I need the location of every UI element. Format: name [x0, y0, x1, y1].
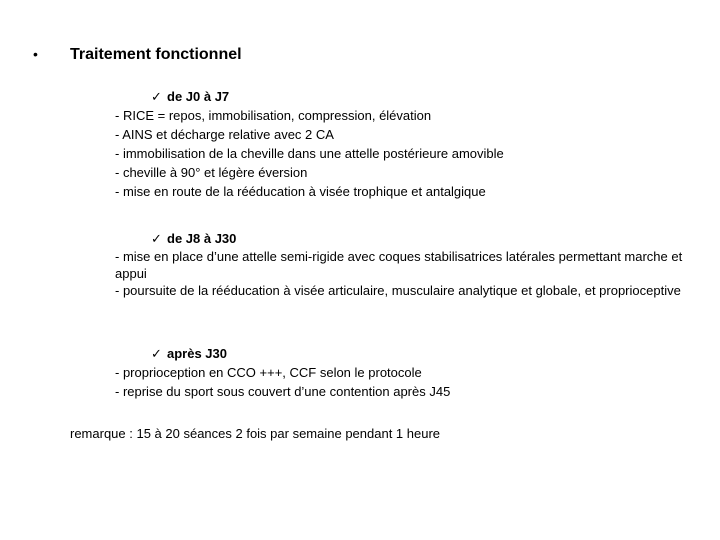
bullet-point: • [33, 46, 38, 62]
check-icon: ✓ [151, 231, 162, 246]
section-heading [151, 229, 695, 248]
section-apres-j30 [115, 344, 695, 401]
list-item: - cheville à 90° et légère éversion [115, 165, 308, 180]
list-item: - AINS et décharge relative avec 2 CA [115, 127, 334, 142]
section-heading-label: après J30 [167, 346, 227, 361]
section-heading-label: de J8 à J30 [167, 231, 237, 246]
check-icon: ✓ [151, 89, 162, 104]
list-item: - reprise du sport sous couvert d’une contention après J45 [115, 384, 451, 399]
list-item: - poursuite de la rééducation à visée articulaire, musculaire analytique et globale, et proprioceptive [115, 283, 681, 298]
remark-text: remarque : 15 à 20 séances 2 fois par semaine pendant 1 heure [70, 426, 441, 441]
section-j8-j30 [115, 229, 695, 299]
section-heading [151, 344, 695, 363]
list-item: - mise en place d’une attelle semi-rigide avec coques stabilisatrices latérales permettant marche et appui [115, 249, 683, 281]
section-j0-j7 [115, 87, 695, 201]
list-item: - proprioception en CCO +++, CCF selon le protocole [115, 365, 422, 380]
section-heading [151, 87, 695, 106]
slide-title: Traitement fonctionnel [70, 46, 242, 63]
check-icon: ✓ [151, 346, 162, 361]
list-item: - mise en route de la rééducation à visée trophique et antalgique [115, 184, 486, 199]
section-heading-label: de J0 à J7 [167, 89, 230, 104]
list-item: - RICE = repos, immobilisation, compression, élévation [115, 108, 432, 123]
list-item: - immobilisation de la cheville dans une attelle postérieure amovible [115, 146, 504, 161]
